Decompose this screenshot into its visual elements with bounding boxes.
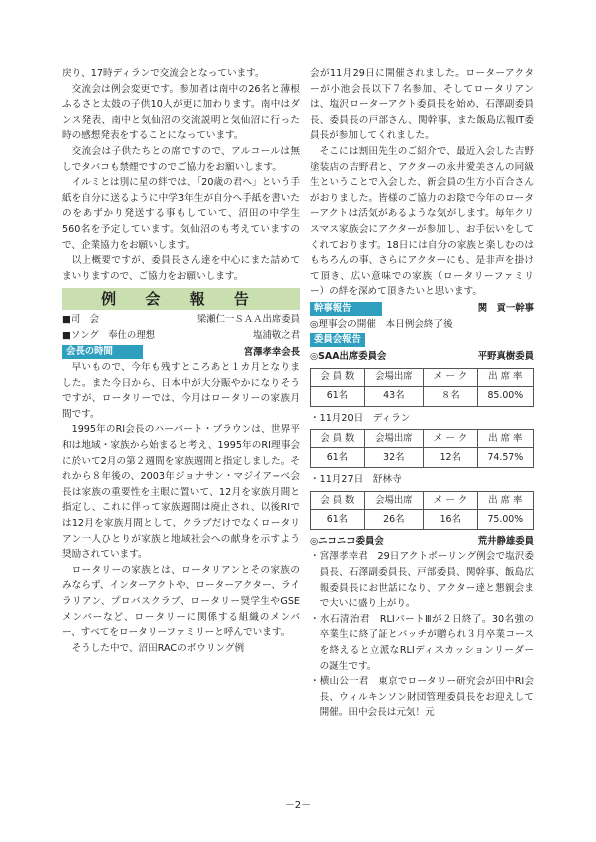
committee-member: 荒井静雄委員 — [477, 535, 534, 547]
table-cell: 26名 — [364, 509, 423, 529]
section-author: 宮澤孝幸会長 — [243, 346, 300, 358]
role-label: ■司 会 — [62, 314, 99, 326]
paragraph: ロータリーの家族とは、ロータリアンとその家族のみならず、インターアクトや、ローターアクター、ライラリアン、プロバスクラブ、ロータリー奨学生やGSEメンバーなど、ロータリーに関係する組織のメンバー、すべてをロータリーファミリーと呼んでいます。 — [62, 564, 300, 639]
meeting-date: ・11月20日 ディラン — [310, 412, 411, 424]
role-label: ■ソング 奉仕の理想 — [62, 329, 156, 341]
paragraph: ◎理事会の開催 本日例会終了後 — [310, 318, 453, 330]
meeting-date: ・11月27日 舒林寺 — [310, 474, 402, 486]
paragraph: 1995年のRI会長のハーバート・ブラウンは、世界平和は地域・家族から始まると考え、1995年のRI理事会に於いて2月の第２週間を家族週間と指定しました。それから８年後の、2003年ジョナサン・マジイア−べ会長は家族の重要性を主眼に置いて、12月を家族月間と指定し、これに伴って家族週間は廃止され、以後RIでは12月を家族月間として、クラブだけでなくロータリアン一人ひとりが家族と地域社会への献身を示すよう奨励されています。 — [62, 424, 300, 561]
role-line — [62, 328, 300, 344]
table-header: 出 席 率 — [477, 491, 533, 509]
section-header — [310, 301, 534, 317]
table-header: 会 員 数 — [311, 430, 365, 448]
paragraph: 早いもので、今年も残すところあと１カ月となりました。また今日から、日本中が大分賑やかになりそうですが、ロータリーでは、今月はロータリーの家族月間です。 — [62, 362, 300, 420]
table-cell: 43名 — [364, 386, 423, 406]
committee-line — [310, 349, 534, 365]
attendance-table — [310, 368, 534, 407]
role-name: 塩浦敬之君 — [253, 329, 300, 341]
list-item: ・水石清治君 RLIパートⅢが２日終了。30名強の卒業生に終了証とバッチが贈られ３月卒業コースを終えると立派なRLIディスカッションリーダーの誕生です。 — [310, 613, 534, 672]
table-header: メ ー ク — [423, 368, 477, 386]
paragraph: 以上概要ですが、委員長さん達を中心にまた詰めてまいりますので、ご協力をお願いします。 — [62, 255, 300, 282]
section-banner: 例 会 報 告 — [62, 288, 300, 310]
paragraph: そうした中で、沼田RACのボウリング例 — [71, 642, 245, 654]
table-row — [311, 448, 534, 468]
right-column — [310, 66, 534, 721]
section-tag: 幹事報告 — [310, 302, 382, 316]
table-cell: 85.00% — [477, 386, 533, 406]
table-cell: 75.00% — [477, 509, 533, 529]
niko-list — [310, 549, 534, 721]
table-header: 会場出席 — [364, 491, 423, 509]
paragraph: 交流会は例会変更です。参加者は南中の26名と薄根ふるさと太鼓の子供10人が更に加わります。南中はダンス発表、南中と気仙沼の交流説明と気仙沼に行った時の感想発表をすることになっています。 — [62, 83, 300, 142]
table-header: 会場出席 — [364, 368, 423, 386]
table-cell: 61名 — [311, 509, 365, 529]
committee-line — [310, 534, 534, 550]
table-cell: 32名 — [364, 448, 423, 468]
table-cell: 61名 — [311, 386, 365, 406]
role-name: 梁瀬仁一ＳＡＡ出席委員 — [196, 314, 300, 326]
table-row — [311, 386, 534, 406]
table-cell: 16名 — [423, 509, 477, 529]
list-item: ・宮澤孝幸君 29日アクトボーリング例会で塩沢委員長、石澤副委員長、戸部委員、関幹事、飯島広報委員長にお世話になり、アクター達と懇親会まで大いに盛り上がり。 — [310, 551, 534, 610]
table-header: 会 員 数 — [311, 491, 365, 509]
table-cell: 12名 — [423, 448, 477, 468]
paragraph: 戻り、17時ディランで交流会となっています。 — [62, 68, 265, 79]
table-header: メ ー ク — [423, 430, 477, 448]
table-header: 出 席 率 — [477, 430, 533, 448]
committee-label: ◎SAA出席委員会 — [310, 351, 387, 363]
table-header: メ ー ク — [423, 491, 477, 509]
paragraph: 交流会は子供たちとの席ですので、アルコールは無しでタバコも禁煙ですのでご協力をお願いします。 — [62, 145, 300, 173]
paragraph: そこには割田先生のご紹介で、最近入会した吉野塗装店の吉野君と、アクターの永井愛美さんの同級生ということで入会した、新会員の生方小百合さんがおりました。皆様のご協力のお陰で今年のローターアクトは活気があるような気がします。毎年クリスマス家族会にアクターが参加し、お手伝いをしてくれております。18日には自分の家族と楽しむのはもちろんの事、さらにアクターにも、是非声を掛けて頂き、広い意味での家族（ロータリーファミリー）の絆を深めて頂きたいと思います。 — [310, 145, 534, 298]
section-author: 関 貢一幹事 — [477, 302, 534, 314]
table-cell: 74.57% — [477, 448, 533, 468]
section-header — [310, 333, 534, 347]
attendance-table — [310, 429, 534, 468]
table-header: 会場出席 — [364, 430, 423, 448]
paragraph: イルミとは別に星の絆では、「20歳の君へ」という手紙を自分に送るように中学3年生が自分へ手紙を書いたのをあずかり発送する事もしていて、沼田の中学生560名を予定しています。気仙沼のも考えていますので、企業協力をお願いします。 — [62, 177, 300, 251]
table-header: 会 員 数 — [311, 368, 365, 386]
paragraph: 会が11月29日に開催されました。ローターアクターが小池会長以下７名参加、そしてロータリアンは、塩沢ローターアクト委員長を始め、石澤副委員長、委員長の戸部さん、関幹事、また飯島広報IT委員長が参加してくれました。 — [310, 68, 534, 142]
list-item: ・横山公一君 東京でロータリー研究会が田中RI会長、ウィルキンソン財団管理委員長をお迎えして開催。田中会長は元気！元 — [310, 676, 534, 719]
committee-member: 平野真樹委員 — [477, 351, 534, 363]
section-header — [62, 345, 300, 361]
section-tag: 会長の時間 — [62, 345, 143, 359]
table-cell: 61名 — [311, 448, 365, 468]
page-number: －2－ — [284, 800, 312, 811]
table-cell: ８名 — [423, 386, 477, 406]
attendance-table — [310, 491, 534, 530]
role-line — [62, 312, 300, 328]
table-header: 出 席 率 — [477, 368, 533, 386]
section-tag: 委員会報告 — [310, 333, 365, 347]
committee-label: ◎ニコニコ委員会 — [310, 535, 384, 547]
table-row — [311, 509, 534, 529]
left-column — [62, 66, 300, 656]
